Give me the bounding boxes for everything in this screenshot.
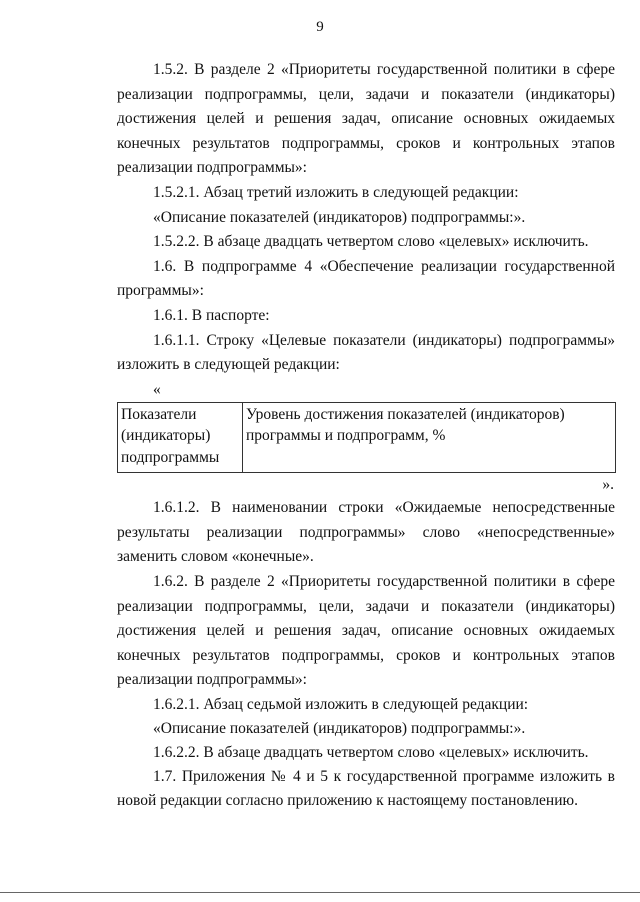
table-row: [118, 402, 616, 473]
paragraph-1-6-1-1: 1.6.1.1. Строку «Целевые показатели (индикаторы) подпрограммы» изложить в следующей редакции:: [117, 331, 615, 374]
paragraph-quote-description-1: «Описание показателей (индикаторов) подпрограммы:».: [153, 208, 526, 226]
paragraph-1-6-2: 1.6.2. В разделе 2 «Приоритеты государственной политики в сфере реализации подпрограммы, цели, задачи и показатели (индикаторы) достижения целей и решения задач, описание основных ожидаемых конечных результатов подпрограммы, сроков и контрольных этапов реализации подпрограммы»:: [117, 573, 615, 689]
paragraph-1-6-1: 1.6.1. В паспорте:: [153, 306, 270, 324]
paragraph-quote-description-2: «Описание показателей (индикаторов) подпрограммы:».: [153, 719, 526, 737]
paragraph-1-5-2: 1.5.2. В разделе 2 «Приоритеты государственной политики в сфере реализации подпрограммы, цели, задачи и показатели (индикаторы) достижения целей и решения задач, описание основных ожидаемых конечных результатов подпрограммы, сроков и контрольных этапов реализации подпрограммы»:: [117, 61, 615, 177]
page-number: 9: [316, 19, 324, 35]
bottom-divider: [0, 892, 640, 893]
paragraph-1-5-2-2: 1.5.2.2. В абзаце двадцать четвертом слово «целевых» исключить.: [153, 233, 589, 251]
opening-quote-mark: «: [153, 380, 161, 398]
indicator-table: [117, 402, 616, 474]
closing-quote-mark: ».: [602, 476, 614, 494]
paragraph-1-5-2-1: 1.5.2.1. Абзац третий изложить в следующей редакции:: [153, 183, 519, 201]
table-cell-label: Показатели (индикаторы) подпрограммы: [118, 402, 243, 473]
paragraph-1-7: 1.7. Приложения № 4 и 5 к государственной программе изложить в новой редакции согласно приложению к настоящему постановлению.: [117, 767, 615, 809]
paragraph-1-6-1-2: 1.6.1.2. В наименовании строки «Ожидаемые непосредственные результаты реализации подпрограммы» слово «непосредственные» заменить словом «конечные».: [117, 499, 615, 566]
paragraph-1-6-2-2: 1.6.2.2. В абзаце двадцать четвертом слово «целевых» исключить.: [153, 743, 589, 761]
paragraph-1-6: 1.6. В подпрограмме 4 «Обеспечение реализации государственной программы»:: [117, 257, 615, 300]
paragraph-1-6-2-1: 1.6.2.1. Абзац седьмой изложить в следующей редакции:: [153, 695, 529, 713]
table-cell-value: Уровень достижения показателей (индикаторов) программы и подпрограмм, %: [243, 402, 616, 473]
document-body: [117, 58, 615, 813]
